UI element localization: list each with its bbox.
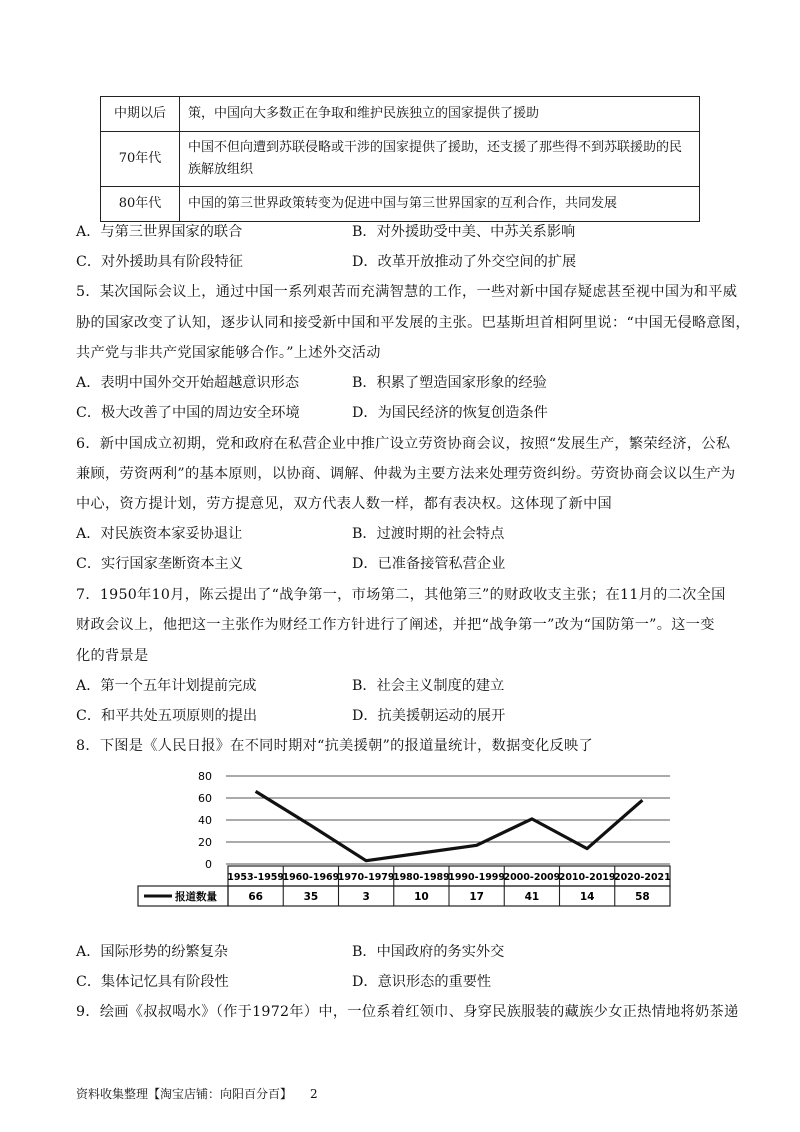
q8-option-b[interactable]: B．中国政府的务实外交	[352, 944, 505, 960]
report-volume-chart	[175, 768, 676, 908]
table-period-cell: 80年代	[101, 187, 180, 222]
q5-stem-line: 胁的国家改变了认知，逐步认同和接受新中国和平发展的主张。巴基斯坦首相阿里说：“中国无侵略意图，	[76, 315, 750, 331]
y-tick-label: 40	[198, 814, 212, 827]
q5-option-b[interactable]: B．积累了塑造国家形象的经验	[352, 375, 547, 391]
x-category-label: 1960-1969	[282, 872, 340, 883]
q6-stem-line: 中心，资方提计划，劳方提意见，双方代表人数一样，都有表决权。这体现了新中国	[76, 496, 613, 512]
x-category-label: 2020-2021	[613, 872, 671, 883]
table-period-cell: 70年代	[101, 132, 180, 187]
data-value-label: 17	[469, 891, 484, 903]
y-tick-label: 20	[198, 836, 212, 849]
q5-option-d[interactable]: D．为国民经济的恢复创造条件	[352, 405, 548, 421]
q7-option-c[interactable]: C．和平共处五项原则的提出	[76, 708, 258, 724]
q6-option-a[interactable]: A．对民族资本家妥协退让	[76, 526, 243, 542]
data-value-label: 66	[248, 891, 263, 903]
q7-stem-line: 7．1950年10月，陈云提出了“战争第一，市场第二，其他第三”的财政收支主张；在11月的二次全国	[76, 587, 726, 603]
table-text-cell: 策，中国向大多数正在争取和维护民族独立的国家提供了援助	[180, 97, 700, 132]
data-value-label: 35	[303, 891, 319, 903]
q8-option-d[interactable]: D．意识形态的重要性	[352, 974, 492, 990]
q7-stem-line: 化的背景是	[76, 648, 149, 664]
data-value-label: 58	[635, 891, 650, 903]
q5-option-c[interactable]: C．极大改善了中国的周边安全环境	[76, 405, 300, 421]
q8-stem-line: 8．下图是《人民日报》在不同时期对“抗美援朝”的报道量统计，数据变化反映了	[76, 738, 594, 754]
x-category-label: 1990-1999	[448, 872, 506, 883]
page-number: 2	[310, 1087, 318, 1101]
table-row	[101, 187, 700, 222]
q7-option-a[interactable]: A．第一个五年计划提前完成	[76, 678, 257, 694]
x-category-label: 1970-1979	[337, 872, 395, 883]
q8-option-c[interactable]: C．集体记忆具有阶段性	[76, 974, 229, 990]
q5-stem-line: 共产党与非共产党国家能够合作。”上述外交活动	[76, 345, 381, 361]
x-category-label: 1953-1959	[227, 872, 285, 883]
policy-table	[100, 96, 700, 222]
x-category-label: 2000-2009	[503, 872, 561, 883]
data-value-label: 41	[524, 891, 540, 903]
page-footer	[76, 1085, 318, 1102]
q6-option-d[interactable]: D．已准备接管私营企业	[352, 556, 506, 572]
q7-stem-line: 财政会议上，他把这一主张作为财经工作方针进行了阐述，并把“战争第一”改为“国防第一”。这一变	[76, 617, 715, 633]
data-value-label: 14	[579, 891, 595, 903]
data-value-label: 3	[362, 891, 370, 903]
q6-option-c[interactable]: C．实行国家垄断资本主义	[76, 556, 243, 572]
x-category-label: 1980-1989	[392, 872, 450, 883]
table-row	[101, 97, 700, 132]
q5-stem-line: 5．某次国际会议上，通过中国一系列艰苦而充满智慧的工作，一些对新中国存疑虑甚至视中国为和平威	[76, 284, 738, 300]
q6-stem-line: 兼顾，劳资两利”的基本原则，以协商、调解、仲裁为主要方法来处理劳资纠纷。劳资协商会议以生产为	[76, 466, 736, 482]
q9-stem-line: 9．绘画《叔叔喝水》（作于1972年）中，一位系着红领巾、身穿民族服装的藏族少女正热情地将奶茶递	[76, 1004, 739, 1020]
y-tick-label: 60	[198, 792, 212, 805]
x-category-label: 2010-2019	[558, 872, 616, 883]
q8-option-a[interactable]: A．国际形势的纷繁复杂	[76, 944, 229, 960]
series-line-report-count	[256, 791, 643, 860]
table-text-cell: 中国的第三世界政策转变为促进中国与第三世界国家的互利合作，共同发展	[180, 187, 700, 222]
chart-y-ticks	[198, 770, 212, 871]
q4-option-c[interactable]: C．对外援助具有阶段特征	[76, 254, 243, 270]
data-value-label: 10	[414, 891, 429, 903]
q7-option-b[interactable]: B．社会主义制度的建立	[352, 678, 505, 694]
q6-stem-line: 6．新中国成立初期，党和政府在私营企业中推广设立劳资协商会议，按照“发展生产，繁荣经济，公私	[76, 436, 731, 452]
chart-data-table	[138, 866, 671, 906]
footer-source: 资料收集整理【淘宝店铺：向阳百分百】	[76, 1087, 293, 1101]
table-period-cell: 中期以后	[101, 97, 180, 132]
y-tick-label: 0	[205, 858, 212, 871]
q7-option-d[interactable]: D．抗美援朝运动的展开	[352, 708, 506, 724]
legend-label: 报道数量	[175, 891, 217, 903]
q4-option-b[interactable]: B．对外援助受中美、中苏关系影响	[352, 224, 576, 240]
q4-option-d[interactable]: D．改革开放推动了外交空间的扩展	[352, 254, 577, 270]
table-text-cell: 中国不但向遭到苏联侵略或干涉的国家提供了援助，还支援了那些得不到苏联援助的民族解放组织	[180, 132, 700, 187]
q4-option-a[interactable]: A．与第三世界国家的联合	[76, 224, 243, 240]
y-tick-label: 80	[198, 770, 212, 783]
q6-option-b[interactable]: B．过渡时期的社会特点	[352, 526, 505, 542]
q5-option-a[interactable]: A．表明中国外交开始超越意识形态	[76, 375, 300, 391]
table-row	[101, 132, 700, 187]
